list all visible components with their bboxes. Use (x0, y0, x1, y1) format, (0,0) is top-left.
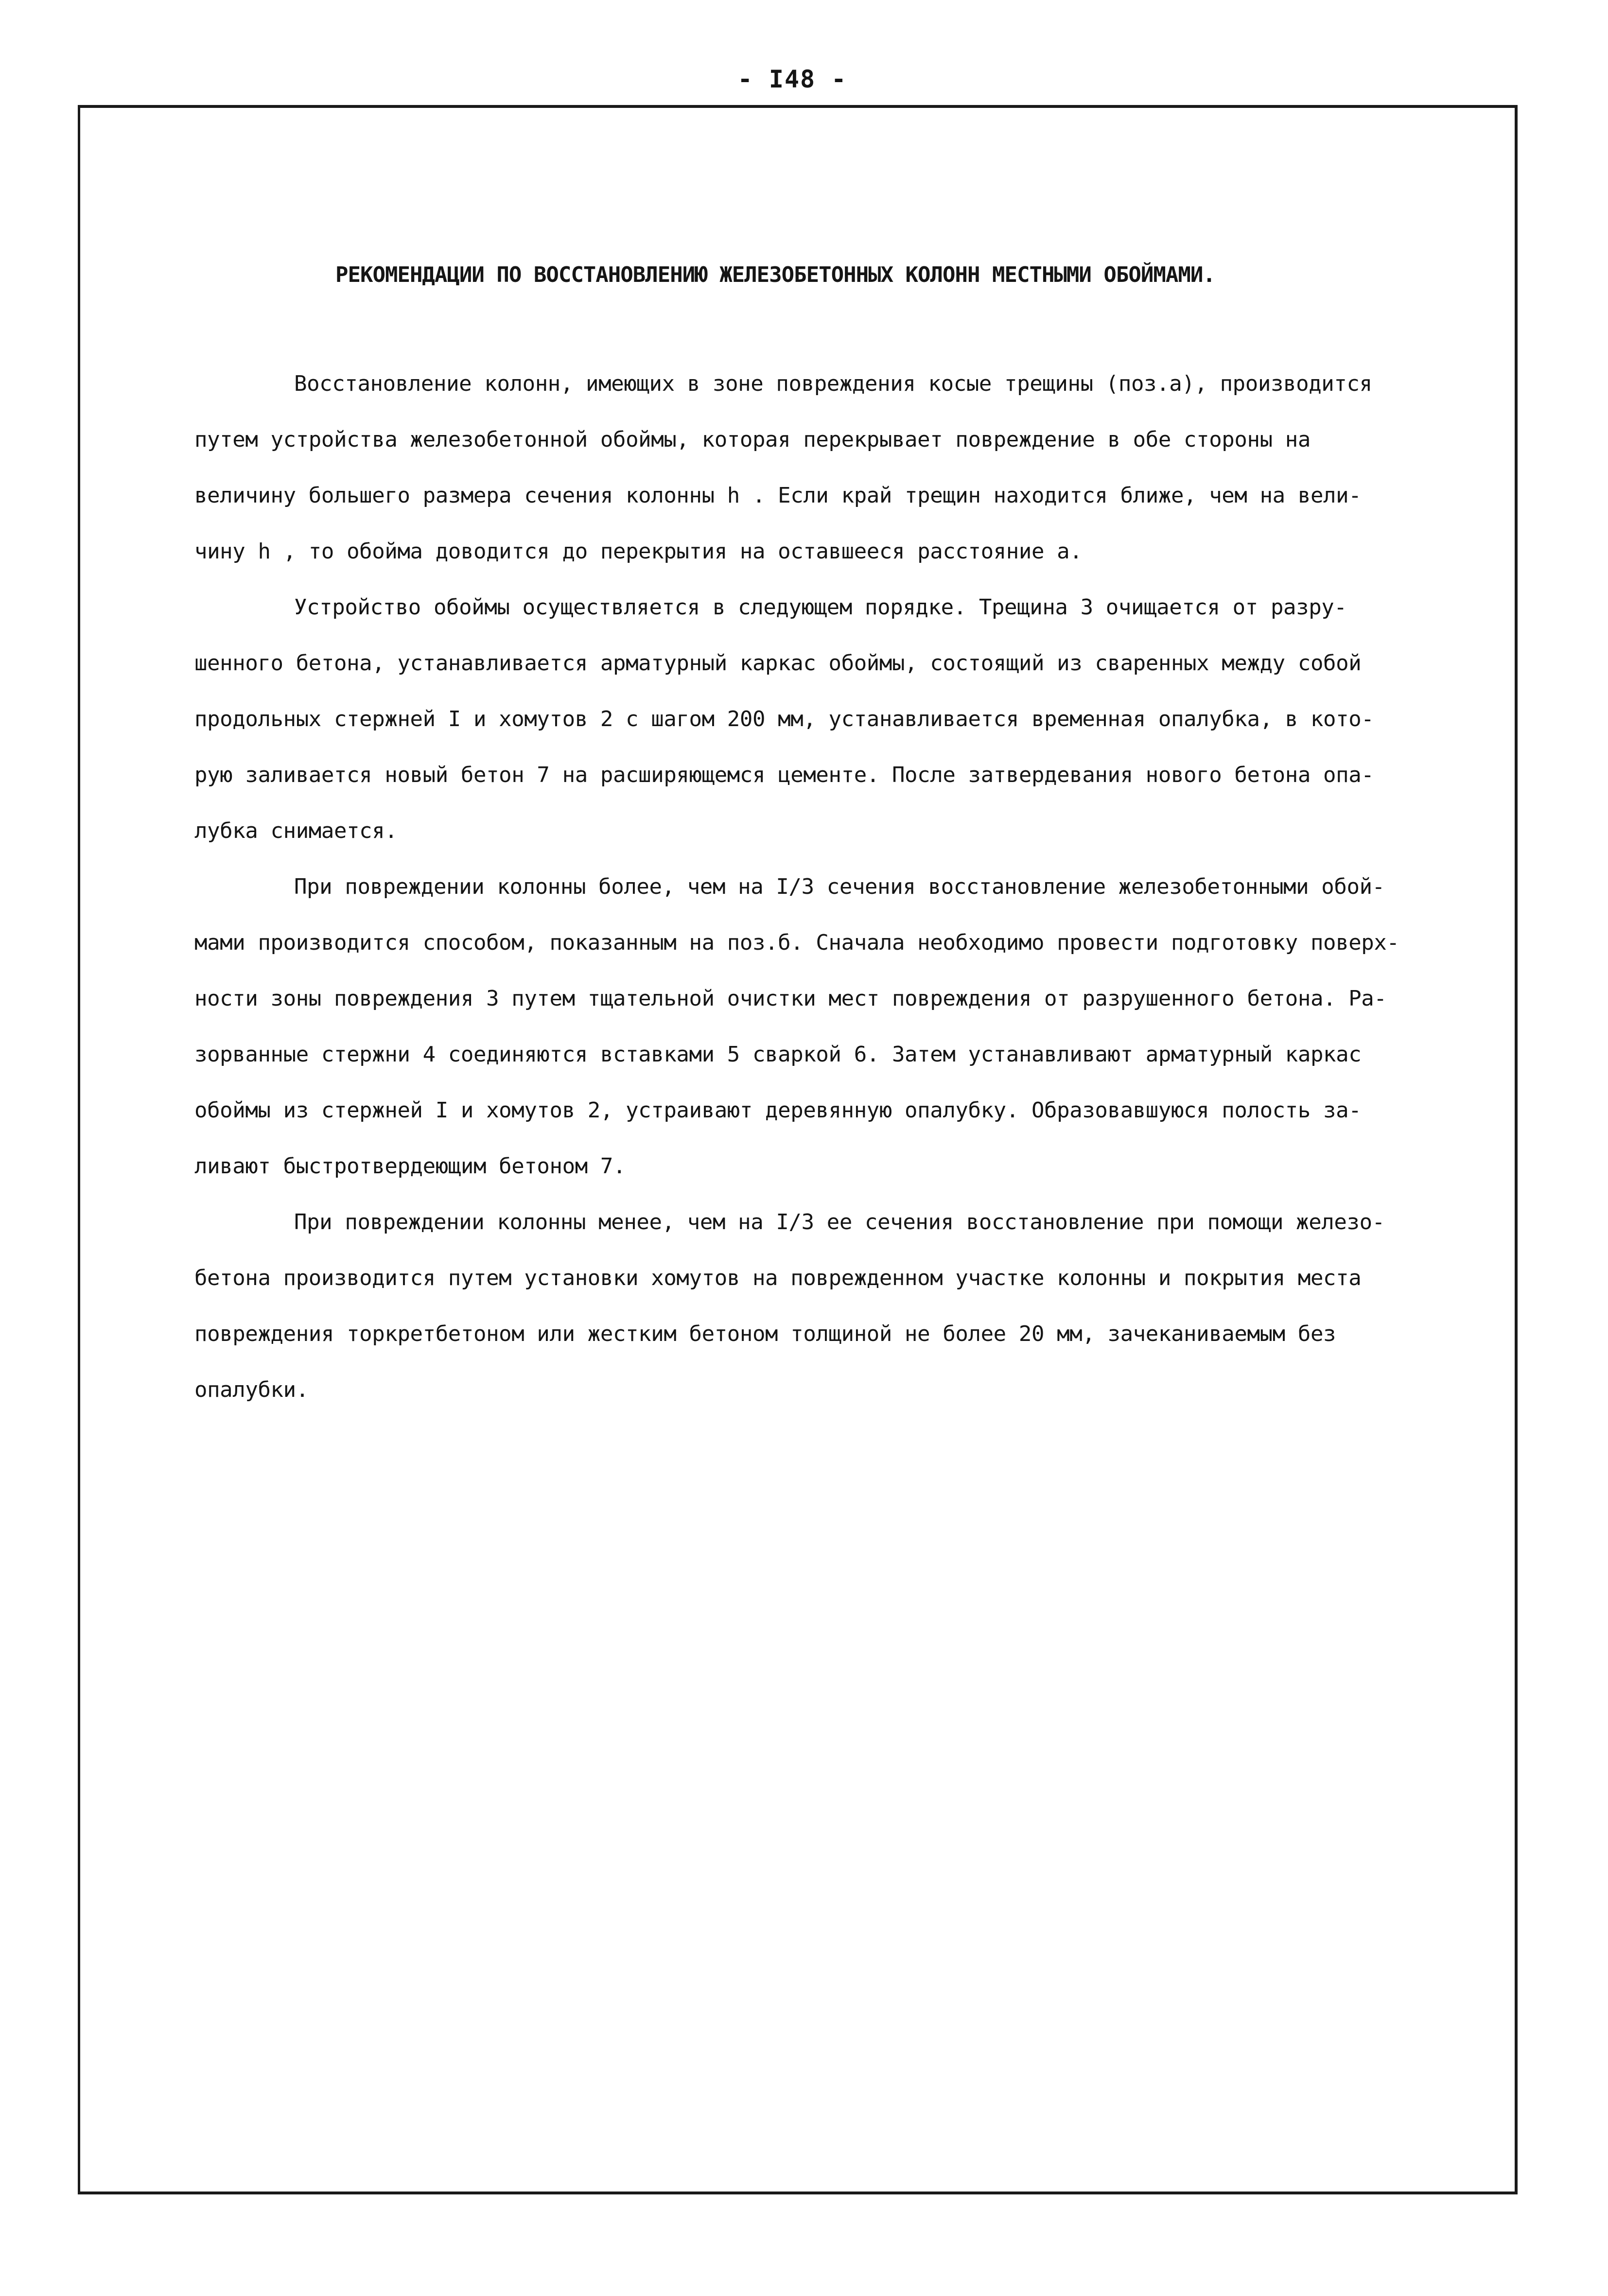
paragraph-2-line-3: продольных стержней I и хомутов 2 с шагом 200 мм, устанавливается временная опалубка, в кото- (194, 707, 1374, 731)
paragraph-4-line-4: опалубки. (194, 1377, 309, 1402)
paragraph-3-line-3: ности зоны повреждения 3 путем тщательной очистки мест повреждения от разрушенного бетона. Ра- (194, 986, 1387, 1011)
paragraph-1-line-3: величину большего размера сечения колонны h . Если край трещин находится ближе, чем на вели- (194, 483, 1362, 508)
paragraph-2-line-4: рую заливается новый бетон 7 на расширяющемся цементе. После затвердевания нового бетона опа- (194, 763, 1374, 787)
page-number: - I48 - (737, 65, 847, 93)
document-heading: РЕКОМЕНДАЦИИ ПО ВОССТАНОВЛЕНИЮ ЖЕЛЕЗОБЕТОННЫХ КОЛОНН МЕСТНЫМИ ОБОЙМАМИ. (335, 262, 1215, 287)
page-frame (78, 105, 1518, 2194)
paragraph-3-line-6: ливают быстротвердеющим бетоном 7. (194, 1154, 626, 1179)
paragraph-1-line-4: чину h , то обойма доводится до перекрытия на оставшееся расстояние а. (194, 539, 1083, 564)
paragraph-3-line-1: При повреждении колонны более, чем на I/3 сечения восстановление железобетонными обой- (294, 874, 1385, 899)
paragraph-1-line-1: Восстановление колонн, имеющих в зоне повреждения косые трещины (поз.а), производится (294, 371, 1372, 396)
paragraph-3-line-5: обоймы из стержней I и хомутов 2, устраивают деревянную опалубку. Образовавшуюся полость за- (194, 1098, 1362, 1123)
paragraph-3-line-2: мами производится способом, показанным на поз.б. Сначала необходимо провести подготовку поверх- (194, 930, 1399, 955)
paragraph-4-line-3: повреждения торкретбетоном или жестким бетоном толщиной не более 20 мм, зачеканиваемым без (194, 1322, 1336, 1346)
paragraph-4-line-2: бетона производится путем установки хомутов на поврежденном участке колонны и покрытия места (194, 1266, 1362, 1290)
paragraph-1-line-2: путем устройства железобетонной обоймы, которая перекрывает повреждение в обе стороны на (194, 427, 1311, 452)
paragraph-3-line-4: зорванные стержни 4 соединяются вставками 5 сваркой 6. Затем устанавливают арматурный каркас (194, 1042, 1362, 1067)
paragraph-2-line-1: Устройство обоймы осуществляется в следующем порядке. Трещина 3 очищается от разру- (294, 595, 1347, 620)
paragraph-2-line-2: шенного бетона, устанавливается арматурный каркас обоймы, состоящий из сваренных между собой (194, 651, 1362, 676)
paragraph-4-line-1: При повреждении колонны менее, чем на I/3 ее сечения восстановление при помощи железо- (294, 1210, 1385, 1235)
paragraph-2-line-5: лубка снимается. (194, 818, 398, 843)
